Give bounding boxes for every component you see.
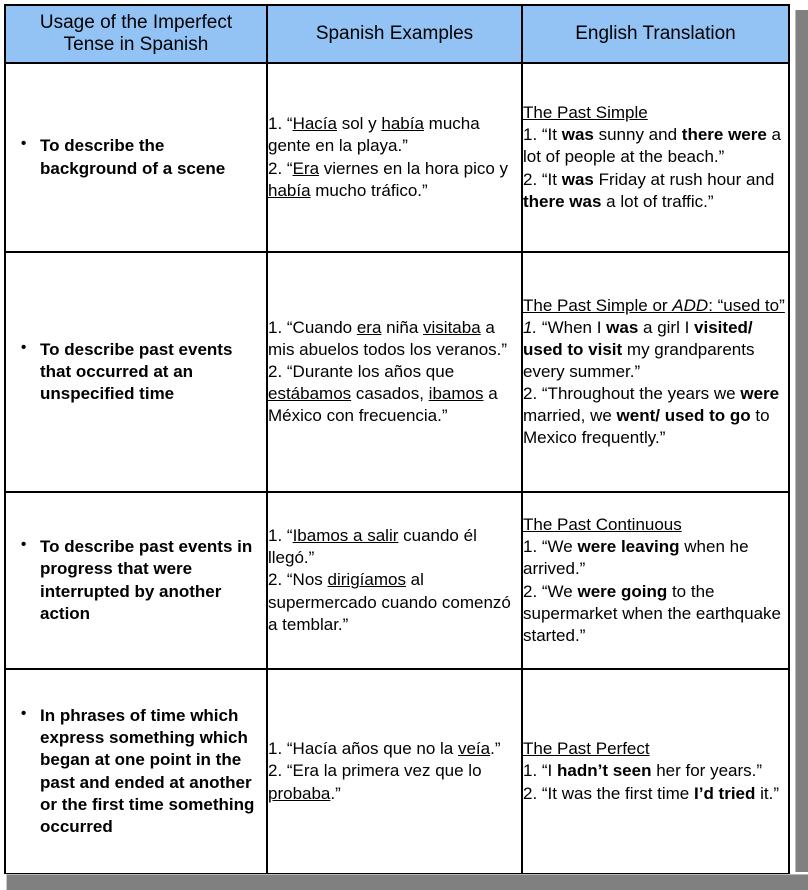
spanish-examples-cell — [267, 669, 522, 874]
spanish-example-2: 2. “Era la primera vez que lo probaba.” — [268, 761, 482, 803]
tense-name-label: The Past Continuous — [523, 515, 682, 535]
column-header-spanish-examples: Spanish Examples — [267, 5, 522, 63]
usage-cell — [5, 492, 267, 669]
spanish-example-1: 1. “Hacía años que no la veía.” — [268, 739, 501, 759]
tense-name-label: The Past Perfect — [523, 739, 650, 759]
table-header — [5, 5, 789, 63]
tense-name-label: The Past Simple or ADD: “used to” — [523, 295, 785, 315]
usage-bullet-item: • To describe past events in progress that were interrupted by another action — [40, 536, 266, 624]
vertical-scrollbar-gutter[interactable] — [795, 10, 808, 872]
imperfect-tense-table — [4, 4, 790, 875]
spanish-example-1: 1. “Hacía sol y había mucha gente en la playa.” — [268, 114, 480, 156]
spanish-example-2: 2. “Durante los años que estábamos casados, ibamos a México con frecuencia.” — [268, 361, 498, 426]
horizontal-scrollbar-gutter[interactable] — [6, 874, 808, 890]
usage-bullet-list — [6, 135, 266, 179]
english-translation-cell — [522, 492, 789, 669]
column-header-usage: Usage of the Imperfect Tense in Spanish — [5, 5, 267, 63]
english-example-1: 1. “We were leaving when he arrived.” — [523, 537, 749, 579]
english-example-2: 2. “We were going to the supermarket when the earthquake started.” — [523, 581, 781, 645]
column-header-english-translation: English Translation — [522, 5, 789, 63]
spanish-example-1: 1. “Ibamos a salir cuando él llegó.” — [268, 526, 477, 568]
usage-bullet-item: • To describe the background of a scene — [40, 135, 266, 179]
usage-cell — [5, 63, 267, 252]
english-translation-cell — [522, 252, 789, 492]
usage-bullet-item: • In phrases of time which express something which began at one point in the past and ended at another or the first time something occurred — [40, 705, 266, 838]
spanish-example-2: 2. “Era viernes en la hora pico y había mucho tráfico.” — [268, 158, 509, 200]
table-row — [5, 492, 789, 669]
spanish-example-1: 1. “Cuando era niña visitaba a mis abuelos todos los veranos.” — [268, 317, 508, 359]
spanish-examples-cell — [267, 252, 522, 492]
table-body — [5, 63, 789, 874]
usage-bullet-list — [6, 339, 266, 405]
usage-bullet-list — [6, 536, 266, 624]
english-example-2: 2. “It was Friday at rush hour and there was a lot of traffic.” — [523, 169, 775, 211]
english-example-2: 2. “Throughout the years we were married, we went/ used to go to Mexico frequently.” — [523, 384, 780, 448]
spanish-examples-cell — [267, 63, 522, 252]
scrollbar-corner — [0, 874, 7, 890]
spanish-example-2: 2. “Nos dirigíamos al supermercado cuando comenzó a temblar.” — [268, 570, 511, 634]
english-example-2: 2. “It was the first time I’d tried it.” — [523, 783, 780, 803]
usage-cell — [5, 669, 267, 874]
table-row — [5, 669, 789, 874]
spanish-examples-cell — [267, 492, 522, 669]
english-translation-cell — [522, 63, 789, 252]
table-row — [5, 252, 789, 492]
english-translation-cell — [522, 669, 789, 874]
table-header-row — [5, 5, 789, 63]
english-example-1: 1. “It was sunny and there were a lot of people at the beach.” — [523, 125, 782, 167]
usage-cell — [5, 252, 267, 492]
usage-bullet-item: • To describe past events that occurred at an unspecified time — [40, 339, 266, 405]
tense-name-label: The Past Simple — [523, 103, 648, 123]
usage-bullet-list — [6, 705, 266, 838]
english-example-1: 1. “I hadn’t seen her for years.” — [523, 761, 763, 781]
english-example-1: 1. “When I was a girl I visited/ used to visit my grandparents every summer.” — [523, 317, 755, 381]
table-row — [5, 63, 789, 252]
